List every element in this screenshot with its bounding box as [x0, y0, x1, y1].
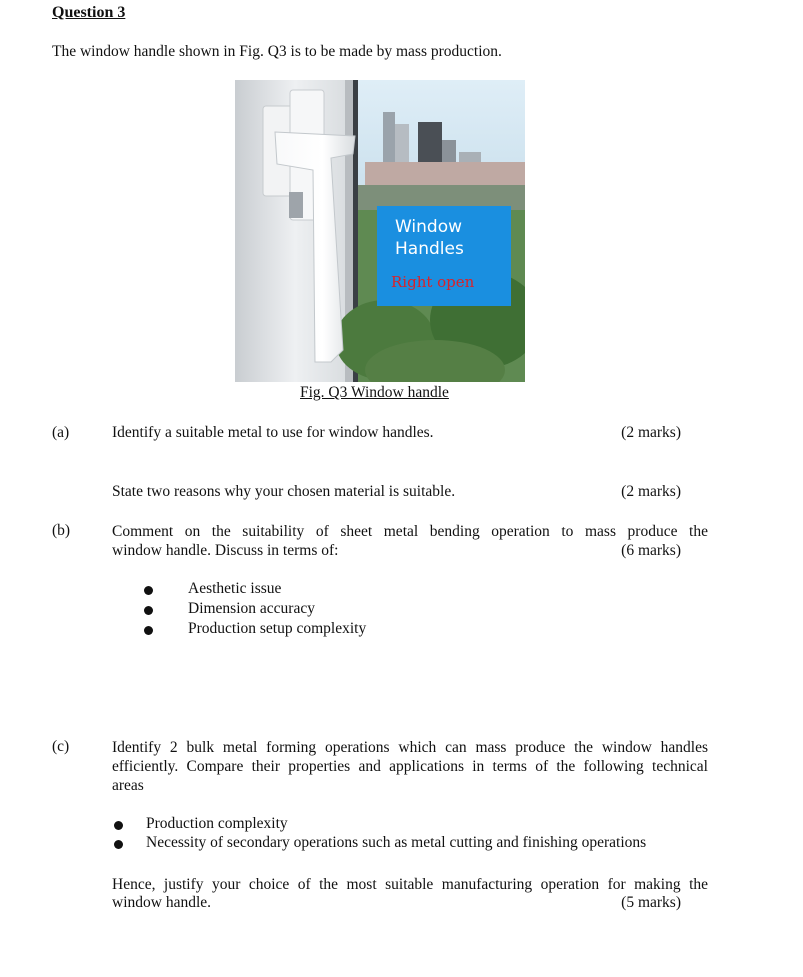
part-a-question-1: Identify a suitable metal to use for window handles. [112, 424, 434, 441]
question-heading: Question 3 [52, 4, 126, 21]
bullet-dot [144, 586, 153, 595]
part-c-bullet-2: Necessity of secondary operations such as metal cutting and finishing operations [146, 834, 647, 851]
overlay-text-right-open: Right open [391, 273, 475, 291]
bullet-dot [114, 840, 123, 849]
bullet-dot [144, 626, 153, 635]
part-b-bullet-1: Aesthetic issue [188, 580, 282, 597]
part-a-marks-1: (2 marks) [621, 424, 681, 441]
part-c-line-1: Identify 2 bulk metal forming operations which can mass produce the window handles [112, 739, 708, 756]
part-a-marks-2: (2 marks) [621, 483, 681, 500]
part-b-marks: (6 marks) [621, 542, 681, 559]
question-intro: The window handle shown in Fig. Q3 is to be made by mass production. [52, 43, 502, 60]
part-b-bullet-3: Production setup complexity [188, 620, 367, 637]
bullet-dot [114, 821, 123, 830]
part-c-final-1: Hence, justify your choice of the most suitable manufacturing operation for making the [112, 876, 708, 893]
part-c-label: (c) [52, 738, 70, 755]
overlay-text-handles: Handles [395, 239, 464, 259]
part-c-line-2: efficiently. Compare their properties and applications in terms of the following technical [112, 758, 708, 775]
part-c-bullet-1: Production complexity [146, 815, 288, 832]
part-b-label: (b) [52, 522, 71, 539]
part-c-line-3: areas [112, 777, 144, 794]
bullet-dot [144, 606, 153, 615]
part-a-label: (a) [52, 424, 70, 441]
window-handle-photo [235, 80, 525, 382]
part-c-marks: (5 marks) [621, 894, 681, 911]
part-b-bullet-2: Dimension accuracy [188, 600, 315, 617]
overlay-text-window: Window [395, 217, 463, 237]
part-a-question-2: State two reasons why your chosen material is suitable. [112, 483, 456, 500]
figure-caption: Fig. Q3 Window handle [300, 384, 449, 401]
part-c-final-2: window handle. [112, 894, 212, 911]
part-b-line-2: window handle. Discuss in terms of: [112, 542, 339, 559]
part-b-line-1: Comment on the suitability of sheet metal bending operation to mass produce the [112, 523, 708, 540]
